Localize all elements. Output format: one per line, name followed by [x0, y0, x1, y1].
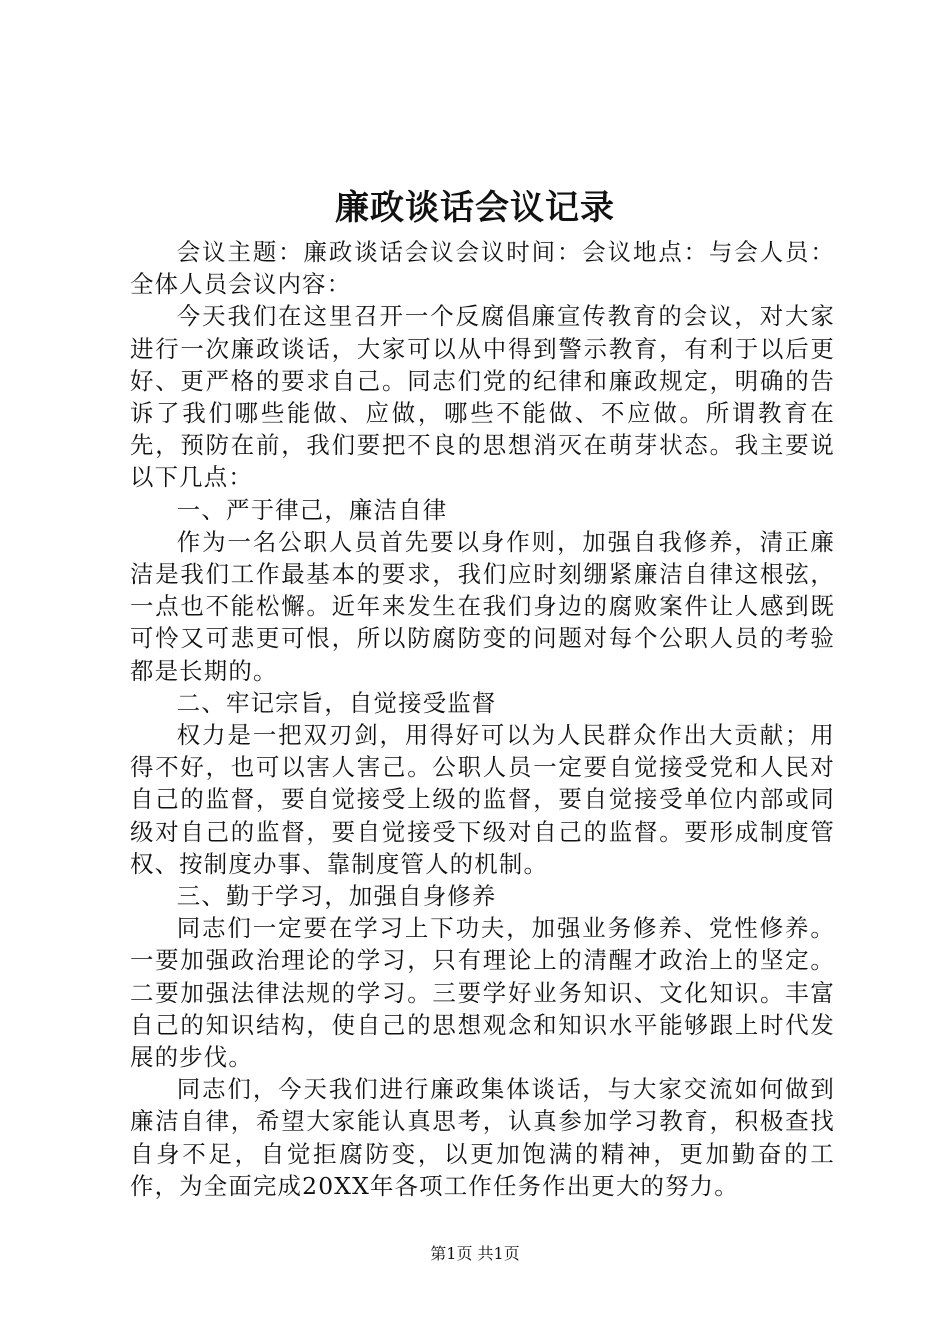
meeting-info-paragraph: 会议主题：廉政谈话会议会议时间：会议地点：与会人员：全体人员会议内容：	[130, 238, 835, 299]
section-heading-3: 三、勤于学习，加强自身修养	[176, 882, 497, 911]
section-body-2: 权力是一把双刃剑，用得好可以为人民群众作出大贡献；用得不好，也可以害人害己。公职人员一定要自觉接受党和人民对自己的监督，要自觉接受上级的监督，要自觉接受单位内部或同级对自己的监督，要自觉接受下级对自己的监督。要形成制度管权、按制度办事、靠制度管人的机制。	[130, 721, 835, 878]
section-heading-2: 二、牢记宗旨，自觉接受监督	[176, 688, 497, 717]
section-heading-1: 一、严于律己，廉洁自律	[176, 495, 448, 524]
section-body-3: 同志们一定要在学习上下功夫，加强业务修养、党性修养。一要加强政治理论的学习，只有理论上的清醒才政治上的坚定。二要加强法律法规的学习。三要学好业务知识、文化知识。丰富自己的知识结构，使自己的思想观念和知识水平能够跟上时代发展的步伐。	[130, 914, 835, 1072]
page-number-footer: 第1页 共1页	[430, 1244, 520, 1263]
closing-paragraph: 同志们，今天我们进行廉政集体谈话，与大家交流如何做到廉洁自律，希望大家能认真思考，认真参加学习教育，积极查找自身不足，自觉拒腐防变，以更加饱满的精神，更加勤奋的工作，为全面完成20XX年各项工作任务作出更大的努力。	[130, 1075, 835, 1200]
intro-paragraph: 今天我们在这里召开一个反腐倡廉宣传教育的会议，对大家进行一次廉政谈话，大家可以从中得到警示教育，有利于以后更好、更严格的要求自己。同志们党的纪律和廉政规定，明确的告诉了我们哪些能做、应做，哪些不能做、不应做。所谓教育在先，预防在前，我们要把不良的思想消灭在萌芽状态。我主要说以下几点：	[130, 302, 835, 492]
document-body	[130, 236, 835, 1202]
document-title: 廉政谈话会议记录	[335, 188, 615, 228]
section-body-1: 作为一名公职人员首先要以身作则，加强自我修养，清正廉洁是我们工作最基本的要求，我们应时刻绷紧廉洁自律这根弦，一点也不能松懈。近年来发生在我们身边的腐败案件让人感到既可怜又可悲更可恨，所以防腐防变的问题对每个公职人员的考验都是长期的。	[130, 527, 835, 685]
